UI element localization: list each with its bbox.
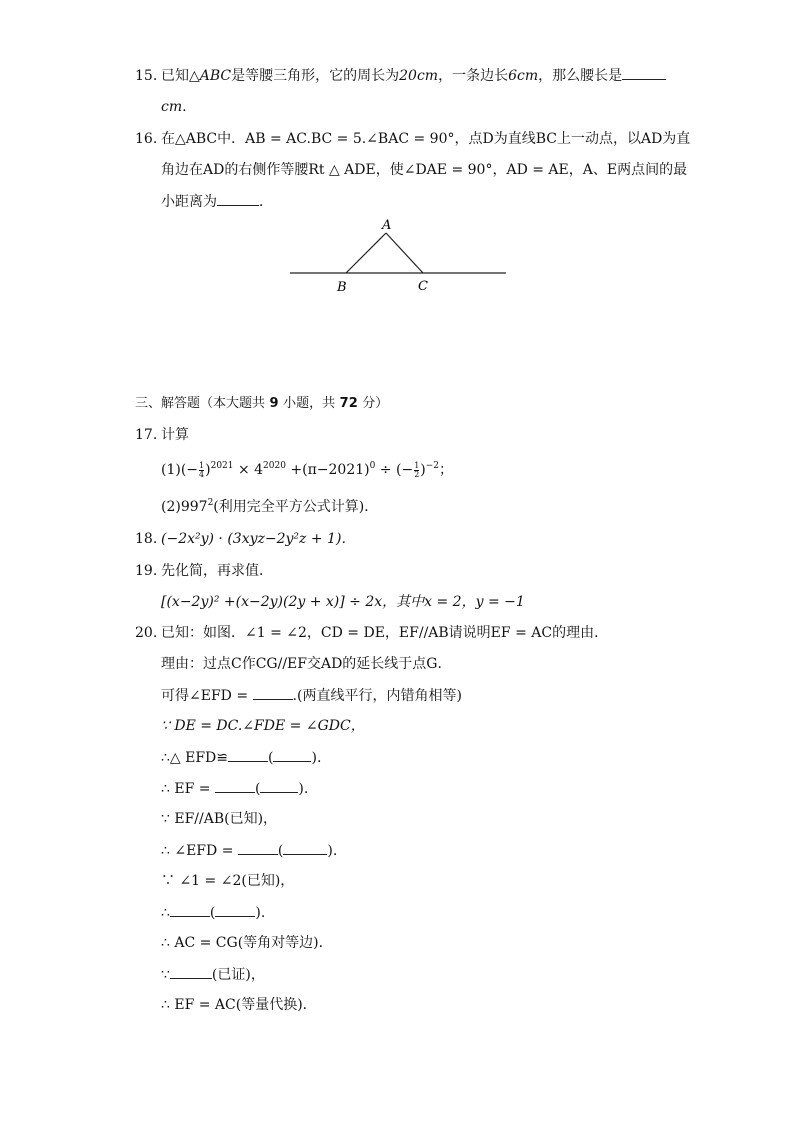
q20-line5: ∴△ EFD≌ ( ). xyxy=(161,747,321,768)
side-ab xyxy=(346,233,386,273)
answer-blank[interactable] xyxy=(238,840,278,855)
q20-line13: ∴ EF = AC(等量代换)． xyxy=(161,997,317,1013)
reason-blank[interactable] xyxy=(215,902,255,917)
answer-blank[interactable] xyxy=(215,778,255,793)
triangle-figure xyxy=(280,215,520,295)
fraction: $\frac{1}{2}$ xyxy=(414,460,420,479)
q20-line1: 20. 已知：如图．∠1 = ∠2，CD = DE，EF//AB请说明EF = AC的理由． xyxy=(135,625,609,641)
fraction: $\frac{1}{4}$ xyxy=(199,460,205,479)
reason-blank[interactable] xyxy=(260,778,298,793)
q17-number: 17. xyxy=(135,427,158,443)
q19-number: 19. xyxy=(135,563,158,579)
answer-blank[interactable] xyxy=(253,685,293,700)
answer-blank[interactable] xyxy=(228,747,268,762)
q19-expr: [(x−2y)² +(x−2y)(2y + x)] ÷ 2x，其中x = 2，y = −1 xyxy=(161,594,525,610)
q20-line10: ∴ ( ). xyxy=(161,902,265,923)
q20-number: 20. xyxy=(135,625,158,641)
q15-number: 15. xyxy=(135,68,158,84)
label-c: C xyxy=(418,279,428,294)
q15-line2: cm. xyxy=(161,99,187,115)
q15-line1: 15. 已知△ABC是等腰三角形，它的周长为20cm，一条边长6cm，那么腰长是 xyxy=(135,65,666,86)
reason-blank[interactable] xyxy=(283,840,327,855)
q18-number: 18. xyxy=(135,531,158,547)
q20-line9: ∵ ∠1 = ∠2(已知)， xyxy=(161,873,295,889)
q20-line12: ∵ (已证)， xyxy=(161,964,265,985)
reason-blank[interactable] xyxy=(273,747,311,762)
q16-number: 16. xyxy=(135,131,158,147)
q16-line1: 16. 在△ABC中．AB = AC.BC = 5.∠BAC = 90°，点D为直线BC上一动点，以AD为直 xyxy=(135,131,691,147)
q20-line11: ∴ AC = CG(等角对等边)． xyxy=(161,935,333,951)
q20-line8: ∴ ∠EFD = ( ). xyxy=(161,840,337,861)
q16-line3: 小距离为 ． xyxy=(161,191,273,212)
q20-line7: ∵ EF//AB(已知)， xyxy=(161,811,278,827)
answer-blank[interactable] xyxy=(622,65,666,80)
section-3-heading: 三、解答题（本大题共 9 小题，共 72 分） xyxy=(135,396,389,411)
answer-blank[interactable] xyxy=(170,964,212,979)
label-b: B xyxy=(337,280,347,295)
q20-line4: ∵ DE = DC.∠FDE = ∠GDC， xyxy=(161,718,365,734)
q20-line6: ∴ EF = ( ). xyxy=(161,778,308,799)
q20-line3: 可得∠EFD = .(两直线平行，内错角相等) xyxy=(161,685,462,706)
answer-blank[interactable] xyxy=(170,902,210,917)
q19-title: 19. 先化简，再求值． xyxy=(135,563,273,579)
q16-line2: 角边在AD的右侧作等腰Rt △ ADE，使∠DAE = 90°，AD = AE，A、E两点间的最 xyxy=(161,162,688,178)
q20-line2: 理由：过点C作CG//EF交AD的延长线于点G． xyxy=(161,656,452,672)
q17-title: 17. 计算 xyxy=(135,427,189,443)
side-ac xyxy=(386,233,423,273)
q17-part2: $(2)997^2$(利用完全平方公式计算)． xyxy=(161,498,379,515)
q17-part1: (1)(− $\frac{1}{4}$ )$^{2021} \times 4^{2020} +(\pi-2021)^0$ ÷ (− $\frac{1}{2}$ )$^{-2}$； xyxy=(161,460,454,479)
label-a: A xyxy=(382,218,392,233)
q18-line: 18. (−2x²y) · (3xyz−2y²z + 1)． xyxy=(135,531,356,547)
answer-blank[interactable] xyxy=(217,191,259,206)
